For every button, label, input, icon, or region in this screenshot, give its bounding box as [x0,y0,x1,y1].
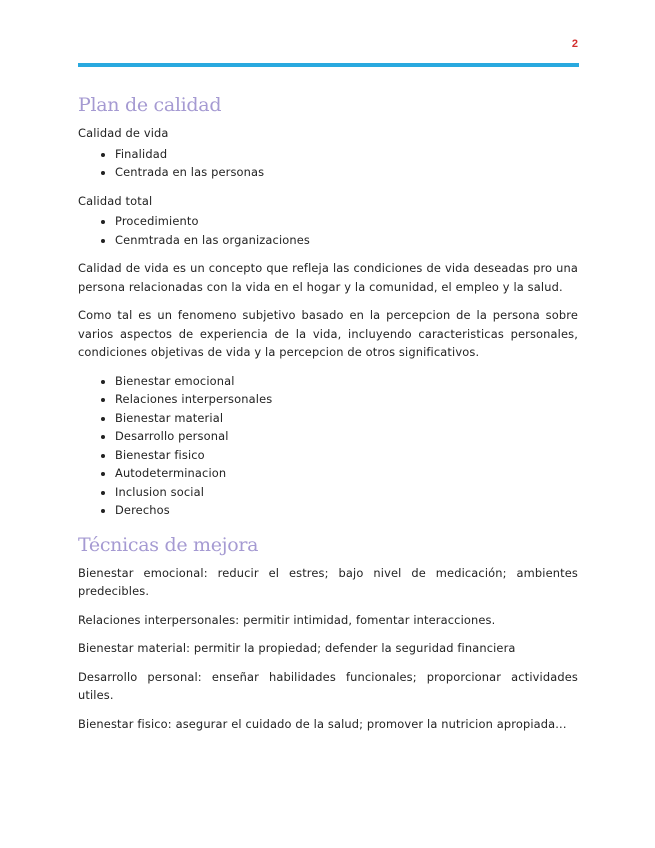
list-item: • Inclusion social [115,483,578,502]
paragraph: Bienestar emocional: reducir el estres; bajo nivel de medicación; ambientes predecibles. [78,565,578,598]
quality-life-list [78,145,578,182]
paragraph: Como tal es un fenomeno subjetivo basado en la percepcion de la persona sobre varios aspectos de experiencia de la vida, incluyendo caracteristicas personales, condiciones objetivas de vida y la percepcion de otros significativos. [78,308,578,359]
dimensions-list [78,372,578,520]
list-item: • Centrada en las personas [115,163,578,182]
list-item: • Procedimiento [115,212,578,231]
list-item: • Bienestar fisico [115,446,578,465]
total-quality-label: Calidad total [78,193,153,208]
list-item: • Finalidad [115,145,578,164]
page-number: 2 [571,38,578,50]
total-quality-list [78,212,578,249]
header-rule [78,63,579,67]
paragraph: Desarrollo personal: enseñar habilidades funcionales; proporcionar actividades utiles. [78,669,578,702]
paragraph: Relaciones interpersonales: permitir intimidad, fomentar interacciones. [78,612,496,627]
paragraph: Bienestar material: permitir la propiedad; defender la seguridad financiera [78,641,516,655]
section-heading-plan-de-calidad: Plan de calidad [78,94,222,116]
list-item: • Cenmtrada en las organizaciones [115,231,578,250]
list-item: • Bienestar material [115,409,578,428]
list-item: • Derechos [115,501,578,520]
document-body [78,92,578,743]
list-item: • Desarrollo personal [115,427,578,446]
list-item: • Relaciones interpersonales [115,390,578,409]
section-heading-tecnicas-de-mejora: Técnicas de mejora [78,533,259,556]
paragraph: Calidad de vida es un concepto que refleja las condiciones de vida deseadas pro una persona relacionadas con la vida en el hogar y la comunidad, el empleo y la salud. [78,261,578,294]
list-item: • Bienestar emocional [115,372,578,391]
list-item: • Autodeterminacion [115,464,578,483]
paragraph: Bienestar fisico: asegurar el cuidado de la salud; promover la nutricion apropiada... [78,716,567,731]
quality-life-label: Calidad de vida [78,126,169,140]
